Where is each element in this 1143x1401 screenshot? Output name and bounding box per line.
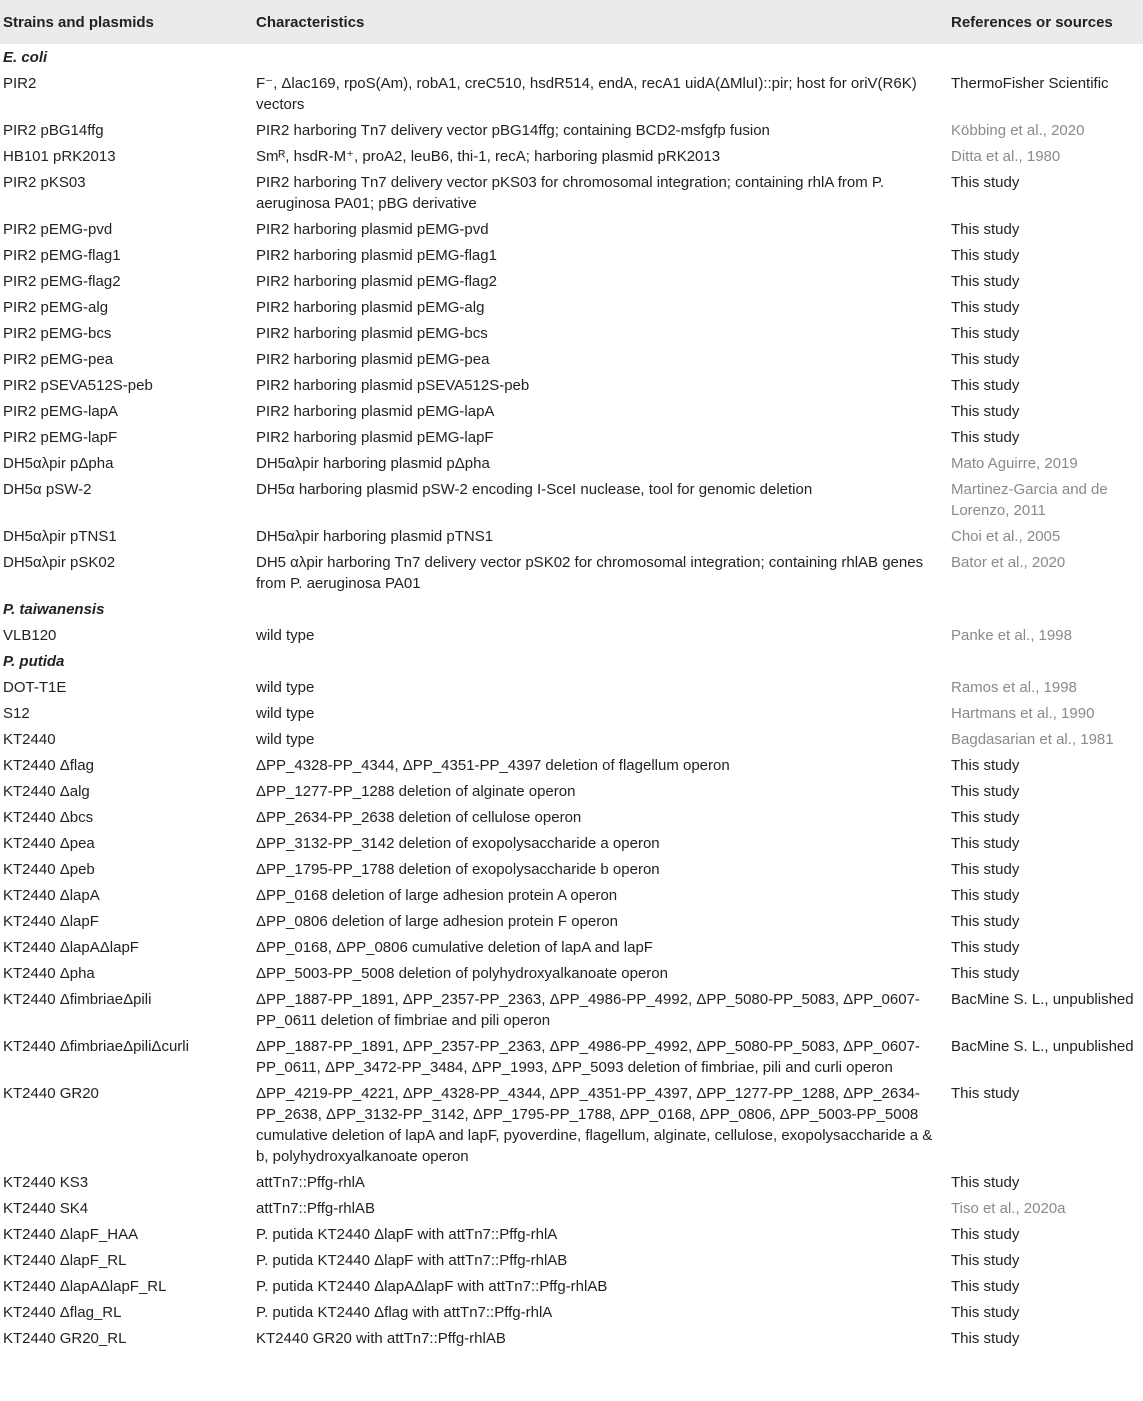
strain-cell: KT2440 Δpeb [3,861,95,878]
strain-cell: KT2440 ΔlapA [3,887,100,904]
characteristics-cell: wild type [256,705,315,722]
table-row [0,908,1143,934]
reference-cell: BacMine S. L., unpublished [951,991,1134,1008]
characteristics-cell: PIR2 harboring plasmid pEMG-flag2 [256,273,497,290]
table-row [0,830,1143,856]
characteristics-cell: PIR2 harboring plasmid pEMG-flag1 [256,247,497,264]
table-row [0,242,1143,268]
strain-cell: KT2440 GR20_RL [3,1330,127,1347]
strain-cell: KT2440 Δflag [3,757,94,774]
characteristics-cell: PIR2 harboring plasmid pSEVA512S-peb [256,377,530,394]
characteristics-cell: PIR2 harboring plasmid pEMG-alg [256,299,485,316]
reference-cell: This study [951,1330,1020,1347]
strain-cell: KT2440 Δpha [3,965,95,982]
strain-cell: PIR2 pKS03 [3,174,86,191]
table-row [0,674,1143,700]
characteristics-cell: DH5αλpir harboring plasmid pTNS1 [256,528,494,545]
strain-cell: KT2440 KS3 [3,1174,89,1191]
strain-cell: KT2440 ΔlapAΔlapF [3,939,139,956]
section-row [0,596,1143,622]
characteristics-cell: Smᴿ, hsdR-M⁺, proA2, leuB6, thi-1, recA; harboring plasmid pRK2013 [256,148,721,165]
table-row [0,1325,1143,1351]
characteristics-cell: ΔPP_3132-PP_3142 deletion of exopolysaccharide a operon [256,835,660,852]
table-row [0,70,1143,117]
table-row [0,986,1143,1033]
table-row [0,752,1143,778]
characteristics-cell: attTn7::Pffg-rhlAB [256,1200,375,1217]
characteristics-cell: ΔPP_0806 deletion of large adhesion protein F operon [256,913,618,930]
header-characteristics: Characteristics [256,13,365,31]
header-row [0,0,1143,44]
reference-cell: This study [951,1252,1020,1269]
reference-link[interactable]: Panke et al., 1998 [951,627,1072,644]
characteristics-cell: PIR2 harboring plasmid pEMG-bcs [256,325,488,342]
table-row [0,398,1143,424]
reference-cell: This study [951,429,1020,446]
strain-cell: KT2440 GR20 [3,1085,99,1102]
reference-cell: This study [951,913,1020,930]
table-row [0,476,1143,523]
strain-cell: PIR2 pEMG-alg [3,299,109,316]
reference-cell: This study [951,325,1020,342]
strain-cell: KT2440 ΔlapF [3,913,99,930]
reference-cell: This study [951,377,1020,394]
table-row [0,804,1143,830]
strain-cell: DH5α pSW-2 [3,481,92,498]
characteristics-cell: PIR2 harboring plasmid pEMG-pvd [256,221,489,238]
characteristics-cell: ΔPP_5003-PP_5008 deletion of polyhydroxyalkanoate operon [256,965,668,982]
characteristics-cell: ΔPP_0168 deletion of large adhesion protein A operon [256,887,618,904]
table-row [0,1299,1143,1325]
table-row [0,424,1143,450]
characteristics-cell: wild type [256,679,315,696]
reference-cell: This study [951,247,1020,264]
table-row [0,778,1143,804]
reference-cell: This study [951,174,1020,191]
table-row [0,346,1143,372]
reference-cell: This study [951,1085,1020,1102]
characteristics-cell: DH5αλpir harboring plasmid pΔpha [256,455,490,472]
section-row [0,44,1143,70]
strain-cell: DH5αλpir pΔpha [3,455,114,472]
strain-cell: PIR2 pEMG-lapF [3,429,118,446]
table-row [0,169,1143,216]
strain-cell: PIR2 pEMG-pea [3,351,114,368]
reference-cell: This study [951,1304,1020,1321]
reference-link[interactable]: Bator et al., 2020 [951,554,1066,571]
table-row [0,450,1143,476]
strain-cell: KT2440 [3,731,56,748]
table-row [0,856,1143,882]
characteristics-cell: ΔPP_2634-PP_2638 deletion of cellulose operon [256,809,582,826]
reference-link[interactable]: Bagdasarian et al., 1981 [951,731,1114,748]
reference-cell: This study [951,965,1020,982]
strain-cell: PIR2 pEMG-bcs [3,325,112,342]
characteristics-cell: wild type [256,731,315,748]
characteristics-cell: DH5 αλpir harboring Tn7 delivery vector pSK02 for chromosomal integration; containing rhlAB genes from P. aeruginosa PA01 [256,554,924,592]
table-row [0,1195,1143,1221]
reference-cell: This study [951,221,1020,238]
strain-cell: PIR2 pBG14ffg [3,122,104,139]
reference-cell: This study [951,273,1020,290]
characteristics-cell: P. putida KT2440 ΔlapF with attTn7::Pffg-rhlA [256,1226,558,1243]
table-row [0,117,1143,143]
strain-cell: S12 [3,705,30,722]
reference-cell: This study [951,835,1020,852]
characteristics-cell: KT2440 GR20 with attTn7::Pffg-rhlAB [256,1330,506,1347]
table-row [0,216,1143,242]
table-row [0,622,1143,648]
reference-cell: This study [951,403,1020,420]
strain-cell: PIR2 pEMG-flag1 [3,247,121,264]
reference-cell: This study [951,351,1020,368]
header-references: References or sources [951,13,1113,31]
table-row [0,934,1143,960]
reference-link[interactable]: Hartmans et al., 1990 [951,705,1095,722]
characteristics-cell: PIR2 harboring Tn7 delivery vector pBG14ffg; containing BCD2-msfgfp fusion [256,122,770,139]
strain-cell: VLB120 [3,627,57,644]
reference-cell: This study [951,887,1020,904]
strain-cell: KT2440 ΔfimbriaeΔpiliΔcurli [3,1038,189,1055]
reference-cell: This study [951,1278,1020,1295]
table-body [0,44,1143,1351]
characteristics-cell: PIR2 harboring Tn7 delivery vector pKS03 for chromosomal integration; containing rhlA from P. aeruginosa PA01; pBG derivative [256,174,885,212]
reference-cell: This study [951,1174,1020,1191]
reference-cell: ThermoFisher Scientific [951,75,1109,92]
strain-cell: DH5αλpir pSK02 [3,554,116,571]
reference-cell: This study [951,757,1020,774]
reference-link[interactable]: Tiso et al., 2020a [951,1200,1066,1217]
table-row [0,1080,1143,1169]
strain-cell: PIR2 pEMG-lapA [3,403,119,420]
table-row [0,1033,1143,1080]
table-header [0,0,1143,44]
table-row [0,700,1143,726]
table-row [0,1273,1143,1299]
table-row [0,1221,1143,1247]
characteristics-cell: attTn7::Pffg-rhlA [256,1174,365,1191]
strain-cell: DOT-T1E [3,679,67,696]
reference-link[interactable]: Martinez-Garcia and de Lorenzo, 2011 [951,481,1108,519]
reference-cell: This study [951,783,1020,800]
section-label: P. putida [3,653,65,670]
strain-cell: HB101 pRK2013 [3,148,116,165]
strain-cell: DH5αλpir pTNS1 [3,528,117,545]
strain-cell: PIR2 pSEVA512S-peb [3,377,153,394]
characteristics-cell: ΔPP_1887-PP_1891, ΔPP_2357-PP_2363, ΔPP_4986-PP_4992, ΔPP_5080-PP_5083, ΔPP_0607-PP_0611, ΔPP_3472-PP_3484, ΔPP_1993, ΔPP_5093 deletion of fimbriae, pili and curli operon [256,1038,920,1076]
table-row [0,523,1143,549]
reference-cell: This study [951,861,1020,878]
table-row [0,268,1143,294]
reference-cell: This study [951,299,1020,316]
table-row [0,1247,1143,1273]
characteristics-cell: ΔPP_4219-PP_4221, ΔPP_4328-PP_4344, ΔPP_4351-PP_4397, ΔPP_1277-PP_1288, ΔPP_2634-PP_2638, ΔPP_3132-PP_3142, ΔPP_1795-PP_1788, ΔPP_0168, ΔPP_0806, ΔPP_5003-PP_5008 cumulative deletion of lapA and lapF, pyoverdine, flagellum, alginate, cellulose, exopolysaccharide a & b, polyhydroxyalkanoate operon [256,1085,933,1165]
reference-link[interactable]: Köbbing et al., 2020 [951,122,1085,139]
characteristics-cell: P. putida KT2440 ΔlapAΔlapF with attTn7::Pffg-rhlAB [256,1278,608,1295]
reference-link[interactable]: Choi et al., 2005 [951,528,1061,545]
table-row [0,960,1143,986]
strain-cell: KT2440 Δflag_RL [3,1304,122,1321]
table-row [0,143,1143,169]
characteristics-cell: ΔPP_1795-PP_1788 deletion of exopolysaccharide b operon [256,861,660,878]
characteristics-cell: F⁻, Δlac169, rpoS(Am), robA1, creC510, hsdR514, endA, recA1 uidA(ΔMluI)::pir; host for oriV(R6K) vectors [256,75,917,113]
table-row [0,549,1143,596]
strain-cell: PIR2 pEMG-flag2 [3,273,121,290]
strain-cell: KT2440 ΔlapF_RL [3,1252,127,1269]
section-row [0,648,1143,674]
header-strains: Strains and plasmids [3,13,154,31]
strain-cell: PIR2 pEMG-pvd [3,221,113,238]
characteristics-cell: ΔPP_1887-PP_1891, ΔPP_2357-PP_2363, ΔPP_4986-PP_4992, ΔPP_5080-PP_5083, ΔPP_0607-PP_0611 deletion of fimbriae and pili operon [256,991,920,1029]
characteristics-cell: DH5α harboring plasmid pSW-2 encoding I-SceI nuclease, tool for genomic deletion [256,481,813,498]
table-row [0,1169,1143,1195]
table-row [0,372,1143,398]
reference-cell: BacMine S. L., unpublished [951,1038,1134,1055]
section-label: E. coli [3,49,48,66]
characteristics-cell: PIR2 harboring plasmid pEMG-lapF [256,429,494,446]
characteristics-cell: ΔPP_4328-PP_4344, ΔPP_4351-PP_4397 deletion of flagellum operon [256,757,730,774]
characteristics-cell: wild type [256,627,315,644]
characteristics-cell: P. putida KT2440 Δflag with attTn7::Pffg-rhlA [256,1304,553,1321]
strain-cell: KT2440 Δalg [3,783,90,800]
strain-cell: KT2440 Δbcs [3,809,94,826]
reference-cell: This study [951,1226,1020,1243]
strain-cell: KT2440 ΔfimbriaeΔpili [3,991,152,1008]
characteristics-cell: PIR2 harboring plasmid pEMG-lapA [256,403,495,420]
reference-link[interactable]: Ramos et al., 1998 [951,679,1077,696]
table-row [0,726,1143,752]
strain-cell: KT2440 ΔlapF_HAA [3,1226,139,1243]
reference-cell: This study [951,939,1020,956]
strain-cell: KT2440 ΔlapAΔlapF_RL [3,1278,167,1295]
characteristics-cell: ΔPP_1277-PP_1288 deletion of alginate operon [256,783,576,800]
reference-link[interactable]: Ditta et al., 1980 [951,148,1061,165]
strain-cell: KT2440 SK4 [3,1200,89,1217]
reference-link[interactable]: Mato Aguirre, 2019 [951,455,1078,472]
strain-cell: PIR2 [3,75,37,92]
table-row [0,294,1143,320]
table-row [0,320,1143,346]
characteristics-cell: P. putida KT2440 ΔlapF with attTn7::Pffg-rhlAB [256,1252,568,1269]
section-label: P. taiwanensis [3,601,105,618]
strain-cell: KT2440 Δpea [3,835,95,852]
characteristics-cell: PIR2 harboring plasmid pEMG-pea [256,351,490,368]
reference-cell: This study [951,809,1020,826]
table-row [0,882,1143,908]
characteristics-cell: ΔPP_0168, ΔPP_0806 cumulative deletion of lapA and lapF [256,939,653,956]
